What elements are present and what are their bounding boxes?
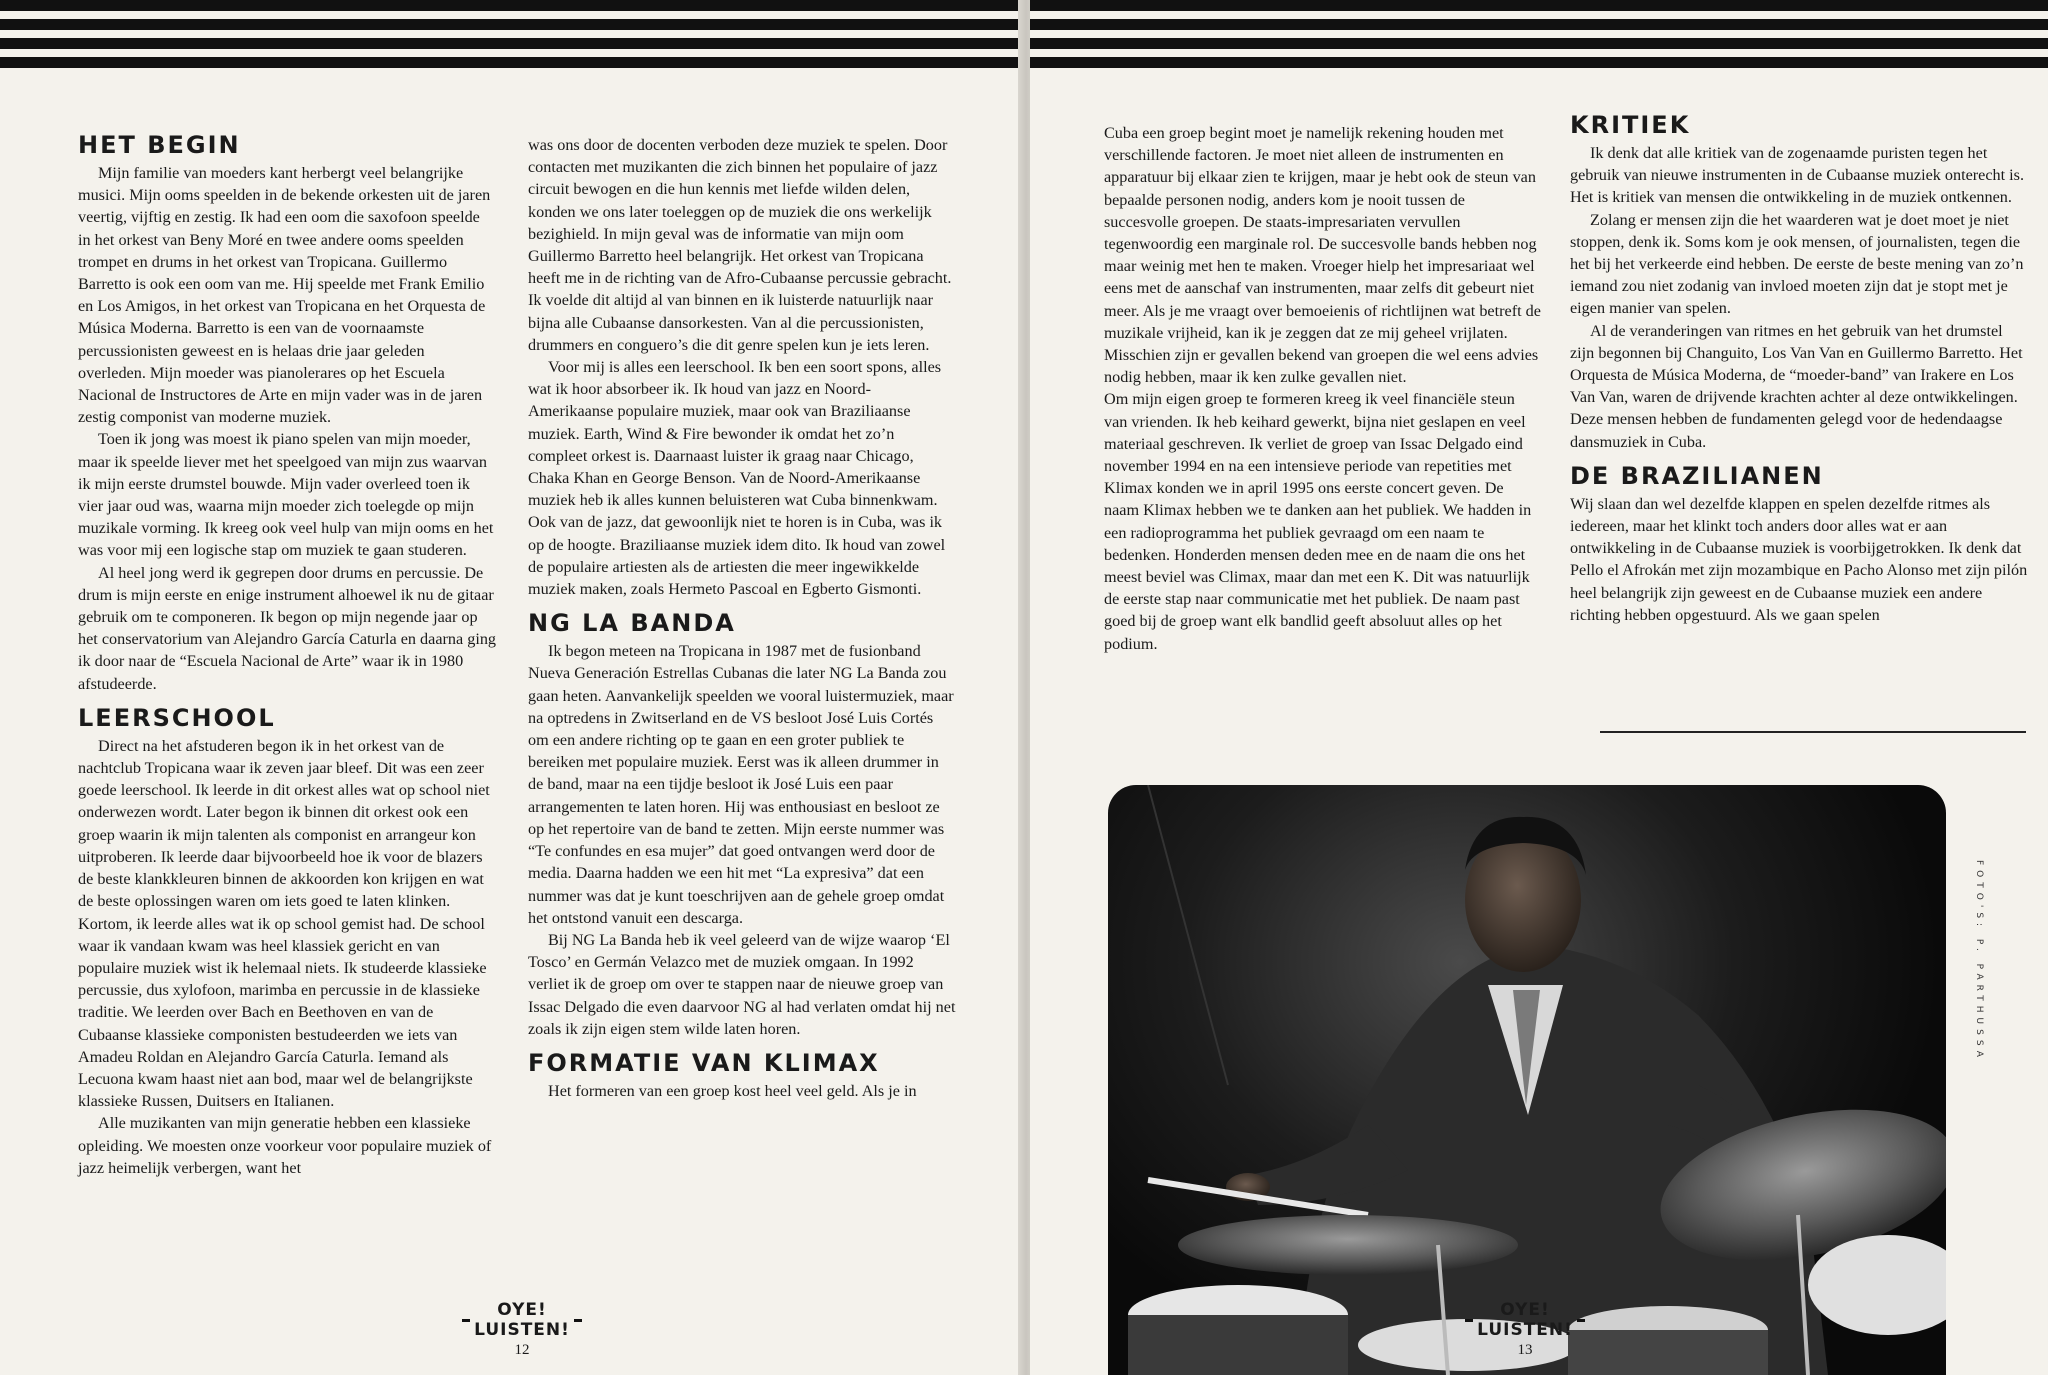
paragraph: Mijn familie van moeders kant herbergt veel belangrijke musici. Mijn ooms speelden in de bekende orkesten uit de jaren veertig, vijftig en zestig. Ik had een oom die saxofoon speelde in het orkest van Beny Moré en twee andere ooms speelden trompet en drums in het orkest van Tropicana. Guillermo Barretto is ook een oom van me. Hij speelde met Frank Emilio en Los Amigos, in het orkest van Tropicana en het Orquesta de Música Moderna. Barretto is een van de voornaamste percussionisten geweest en is helaas drie jaar geleden overleden. Mijn moeder was pianolerares op het Escuela Nacional de Instructores de Arte en mijn vader was in de jaren zestig componist van moderne muziek. [78, 164, 491, 427]
header-stripes [0, 0, 1024, 76]
column-rule [1600, 731, 2026, 733]
paragraph: Bij NG La Banda heb ik veel geleerd van de wijze waarop ‘El Tosco’ en Germán Velazco met de muziek omgaan. In 1992 verliet ik de groep om over te stappen naar de nieuwe groep van Issac Delgado die even daarvoor NG al had verlaten omdat hij net zoals ik zijn eigen stem wilde laten horen. [528, 930, 956, 1038]
section-heading: FORMATIE VAN KLIMAX [528, 1048, 880, 1077]
left-column-2 [528, 134, 956, 1102]
footer-right [1465, 1300, 1585, 1359]
paragraph: Zolang er mensen zijn die het waarderen wat je doet moet je niet stoppen, denk ik. Soms kom je ook mensen, of journalisten, tegen die het bij het verkeerde eind hebben. De eerste de beste mening van zo’n iemand zou niet zodanig van invloed moeten zijn dat je stopt met je eigen manier van spelen. [1570, 210, 2024, 318]
paragraph: Voor mij is alles een leerschool. Ik ben een soort spons, alles wat ik hoor absorbeer ik. Ik houd van jazz en Noord-Amerikaanse populaire muziek, maar ook van Braziliaanse muziek. Earth, Wind & Fire bewonder ik omdat het zo’n compleet orkest is. Daarnaast luister ik graag naar Chicago, Chaka Khan en George Benson. Van de Noord-Amerikaanse muziek heb ik alles kunnen beluisteren wat Cuba binnenkwam. Ook van de jazz, dat gewoonlijk niet te horen is in Cuba, was ik op de hoogte. Braziliaanse muziek idem dito. Ik houd van zowel de populaire artiesten als de artiesten die meer ingewikkelde muziek maken, zoals Hermeto Pascoal en Egberto Gismonti. [528, 358, 946, 599]
paragraph: Wij slaan dan wel dezelfde klappen en spelen dezelfde ritmes als iedereen, maar het klinkt toch anders door alles wat er aan ontwikkeling in de Cubaanse muziek is voorbijgetrokken. Ik denk dat Pello el Afrokán met zijn mozambique en Pacho Alonso met zijn pilón heel belangrijk zijn geweest en de Cubaanse muziek een andere richting hebben opgestuurd. Als we gaan spelen [1570, 494, 2028, 624]
section-heading: LEERSCHOOL [78, 703, 276, 732]
footer-left [462, 1300, 582, 1359]
right-column-1 [1104, 122, 1542, 655]
paragraph: was ons door de docenten verboden deze muziek te spelen. Door contacten met muzikanten die zich binnen het populaire of jazz circuit bewogen en die hun kennis met liefde wilden delen, konden we ons later toeleggen op de muziek die ons werkelijk bezighield. In mijn geval was de informatie van mijn oom Guillermo Barretto heel belangrijk. Het orkest van Tropicana heeft me in de richting van de Afro-Cubaanse percussie gebracht. Ik voelde dit altijd al van binnen en ik luisterde natuurlijk naar bijna alle Cubaanse dansorkesten. Van al die percussionisten, drummers en conguero’s die dit genre spelen kun je iets leren. [528, 136, 952, 354]
right-page [1030, 0, 2048, 1375]
section-heading: NG LA BANDA [528, 609, 736, 638]
paragraph: Om mijn eigen groep te formeren kreeg ik veel financiële steun van vrienden. Ik heb keihard gewerkt, bijna niet geslapen en veel materiaal geschreven. Ik verliet de groep van Issac Delgado eind november 1994 en na een intensieve periode van repetities met Klimax konden we in april 1995 ons eerste concert geven. De naam Klimax hebben we te danken aan het publiek. We hadden in een radioprogramma het publiek gevraagd om een naam te bedenken. Honderden mensen deden mee en de naam die ons het meest beviel was Climax, maar dan met een K. Dit was natuurlijk de eerste stap naar communicatie met het publiek. De naam past goed bij de groep want elk bandlid geeft absoluut alles op het podium. [1104, 390, 1532, 653]
paragraph: Al de veranderingen van ritmes en het gebruik van het drumstel zijn begonnen bij Changuito, Los Van Van en Guillermo Barretto. Het Orquesta de Música Moderna, de “moeder-band” van Irakere en Los Van Van, waren de drijvende krachten achter al deze ontwikkelingen. Deze mensen hebben de fundamenten gelegd voor de hedendaagse dansmuziek in Cuba. [1570, 321, 2023, 451]
paragraph: Ik begon meteen na Tropicana in 1987 met de fusionband Nueva Generación Estrellas Cubanas die later NG La Banda zou gaan heten. Aanvankelijk speelden we vooral luistermuziek, maar na optredens in Zwitserland en de VS besloot José Luis Cortés om een andere richting op te gaan en een groter publiek te bereiken met populaire muziek. Eerst was ik alleen drummer in de band, maar na een tijdje besloot ik José Luis een paar arrangementen te laten horen. Hij was enthousiast en besloot ze op het repertoire van de band te zetten. Mijn eerste nummer was “Te confundes en esa mujer” dat goed ontvangen werd door de media. Daarna hadden we een hit met “La expresiva” dat een nummer was dat je kunt toeschrijven aan de gehele groep omdat het ontstond vanuit een descarga. [528, 642, 954, 927]
paragraph: Direct na het afstuderen begon ik in het orkest van de nachtclub Tropicana waar ik zeven jaar bleef. Dit was een zeer goede leerschool. Ik leerde in dit orkest alles wat op school niet onderwezen wordt. Later begon ik binnen dit orkest ook een groep waarin ik mijn talenten als componist en arrangeur kon uitproberen. Ik leerde daar bijvoorbeeld hoe ik voor de blazers de beste klankkleuren binnen de akkoorden kon krijgen en wat de beste oplossingen waren om iets goed te laten klinken. Kortom, ik leerde alles wat ik op school gemist had. De school waar ik vandaan kwam was heel klassiek gericht en van populaire muziek wist ik helemaal niets. Ik studeerde klassieke percussie, dus xylofoon, marimba en percussie in de klassieke traditie. We leerden over Bach en Beethoven en van de Cubaanse klassieke componisten bestudeerden we iets van Amadeu Roldan en Alejandro García Caturla. Iemand als Lecuona kwam haast niet aan bod, maar wel de belangrijkste klassieke Russen, Duitsers en Italianen. [78, 736, 490, 1111]
paragraph: Toen ik jong was moest ik piano spelen van mijn moeder, maar ik speelde liever met het speelgoed van mijn zus waarvan ik mijn eerste drumstel bouwde. Mijn vader overleed toen ik vier jaar oud was, waarna mijn moeder zich toelegde op mijn muzikale vorming. Ik kreeg ook veel hulp van mijn ooms en het was voor mij een logische stap om muziek te gaan studeren. [78, 430, 494, 560]
right-column-2 [1570, 110, 2030, 626]
paragraph: Het formeren van een groep kost heel veel geld. Als je in [548, 1081, 917, 1100]
paragraph: Al heel jong werd ik gegrepen door drums en percussie. De drum is mijn eerste en enige instrument alhoewel ik nu de gitaar gebruik om te componeren. Ik begon op mijn negende jaar op het conservatorium van Alejandro García Caturla en daarna ging ik door naar de “Escuela Nacional de Arte” waar ik in 1980 afstudeerde. [78, 563, 497, 693]
paragraph: Ik denk dat alle kritiek van de zogenaamde puristen tegen het gebruik van nieuwe instrumenten in de Cubaanse muziek onterecht is. Het is kritiek van mensen die ontwikkeling in de muziek ontkennen. [1570, 144, 2025, 207]
magazine-logo: OYE! LUISTEN! [462, 1300, 582, 1340]
photo-credit: FOTO'S: P. PARTHUSSA [1974, 860, 1984, 1062]
section-heading: HET BEGIN [78, 131, 241, 159]
header-stripes [1030, 0, 2048, 76]
drummer-illustration [1108, 785, 1946, 1375]
paragraph: Alle muzikanten van mijn generatie hebben een klassieke opleiding. We moesten onze voorkeur voor populaire muziek of jazz heimelijk verbergen, want het [78, 1114, 492, 1177]
magazine-logo: OYE! LUISTEN! [1465, 1300, 1585, 1340]
section-heading: KRITIEK [1570, 111, 1691, 139]
left-column-1 [78, 130, 496, 1179]
page-number: 13 [1517, 1342, 1533, 1358]
paragraph: Cuba een groep begint moet je namelijk rekening houden met verschillende factoren. Je moet niet alleen de instrumenten en apparatuur bij elkaar zien te krijgen, maar je hebt ook de steun van bepaalde personen nodig, anders kom je nooit tussen de succesvolle groepen. De staats-impresariaten vervullen tegenwoordig een marginale rol. De succesvolle bands hebben nog maar weinig met hen te maken. Vroeger hielp het impresariaat wel eens met de aanschaf van instrumenten, maar zelfs dit gebeurt niet meer. Als je me vraagt over bemoeienis of richtlijnen wat betreft de muzikale vrijheid, kan ik je zeggen dat ze mij geheel vrijlaten. Misschien zijn er gevallen bekend van groepen die wel eens advies nodig hebben, maar ik ken zulke gevallen niet. [1104, 124, 1541, 387]
section-heading: DE BRAZILIANEN [1570, 461, 1824, 490]
drummer-photo [1108, 785, 1946, 1375]
page-number: 12 [514, 1342, 530, 1358]
